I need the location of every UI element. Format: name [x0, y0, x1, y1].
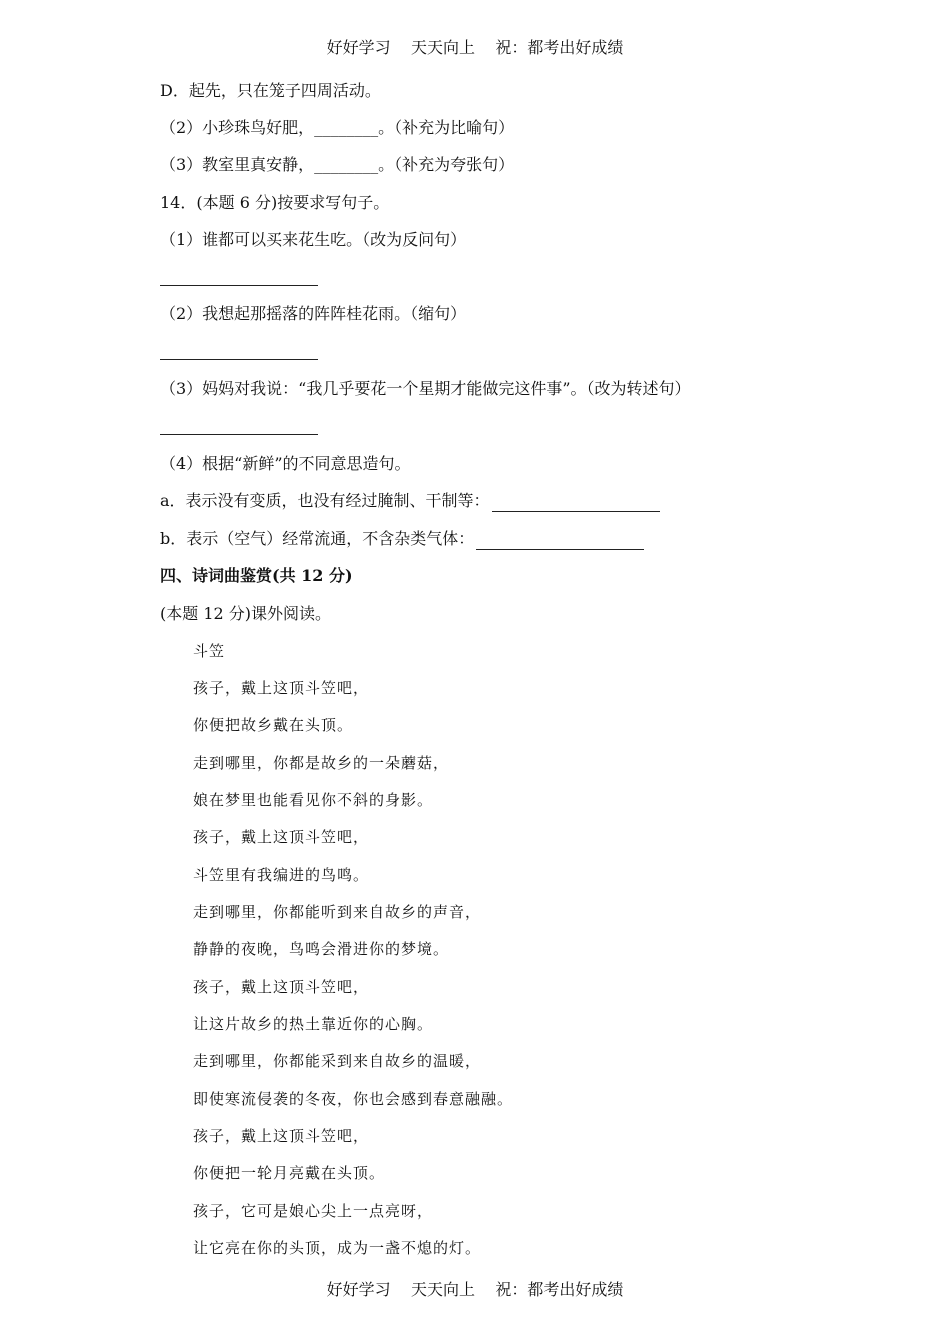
poem-line: 孩子，戴上这顶斗笠吧， [193, 978, 370, 996]
poem-line: 你便把故乡戴在头顶。 [193, 716, 354, 734]
page-footer: 好好学习 天天向上 祝：都考出好成绩 [326, 1280, 624, 1299]
q13-option-d: D．起先，只在笼子四周活动。 [160, 81, 381, 100]
q13-item-3: （3）教室里真安静，________。（补充为夸张句） [160, 155, 515, 174]
q14-item-4b-text: b．表示（空气）经常流通，不含杂类气体： [160, 529, 475, 548]
poem-line: 走到哪里，你都能听到来自故乡的声音， [193, 903, 482, 921]
poem-line: 孩子，戴上这顶斗笠吧， [193, 828, 370, 846]
poem-line: 孩子，戴上这顶斗笠吧， [193, 679, 370, 697]
q14-item-4a [160, 490, 660, 512]
answer-line-2[interactable] [160, 359, 318, 360]
poem-line: 走到哪里，你都是故乡的一朵蘑菇， [193, 754, 450, 772]
poem-line: 你便把一轮月亮戴在头顶。 [193, 1164, 386, 1182]
section-4-title: 四、诗词曲鉴赏(共 12 分) [160, 566, 353, 585]
poem-line: 娘在梦里也能看见你不斜的身影。 [193, 791, 434, 809]
q14-item-3: （3）妈妈对我说：“我几乎要花一个星期才能做完这件事”。（改为转述句） [160, 379, 691, 398]
poem-line: 静静的夜晚，鸟鸣会滑进你的梦境。 [193, 940, 450, 958]
q14-item-4a-text: a．表示没有变质，也没有经过腌制、干制等： [160, 491, 490, 510]
poem-line: 即使寒流侵袭的冬夜，你也会感到春意融融。 [193, 1090, 514, 1108]
q14-item-4b [160, 528, 644, 550]
poem-line: 走到哪里，你都能采到来自故乡的温暖， [193, 1052, 482, 1070]
poem-line: 斗笠里有我编进的鸟鸣。 [193, 866, 370, 884]
answer-line-1[interactable] [160, 285, 318, 286]
q13-item-2: （2）小珍珠鸟好肥，________。（补充为比喻句） [160, 118, 515, 137]
section-4-intro: (本题 12 分)课外阅读。 [160, 604, 332, 623]
q14-item-4: （4）根据“新鲜”的不同意思造句。 [160, 454, 411, 473]
poem-line: 让它亮在你的头顶，成为一盏不熄的灯。 [193, 1239, 482, 1257]
q14-item-1: （1）谁都可以买来花生吃。（改为反问句） [160, 230, 467, 249]
answer-blank-4a[interactable] [492, 495, 660, 512]
answer-blank-4b[interactable] [476, 533, 644, 550]
q14-title: 14．(本题 6 分)按要求写句子。 [160, 193, 390, 212]
page-header: 好好学习 天天向上 祝：都考出好成绩 [326, 38, 624, 57]
poem-line: 孩子，它可是娘心尖上一点亮呀， [193, 1202, 434, 1220]
poem-title: 斗笠 [193, 642, 226, 660]
answer-line-3[interactable] [160, 434, 318, 435]
poem-line: 孩子，戴上这顶斗笠吧， [193, 1127, 370, 1145]
q14-item-2: （2）我想起那摇落的阵阵桂花雨。（缩句） [160, 304, 467, 323]
poem-line: 让这片故乡的热土靠近你的心胸。 [193, 1015, 434, 1033]
